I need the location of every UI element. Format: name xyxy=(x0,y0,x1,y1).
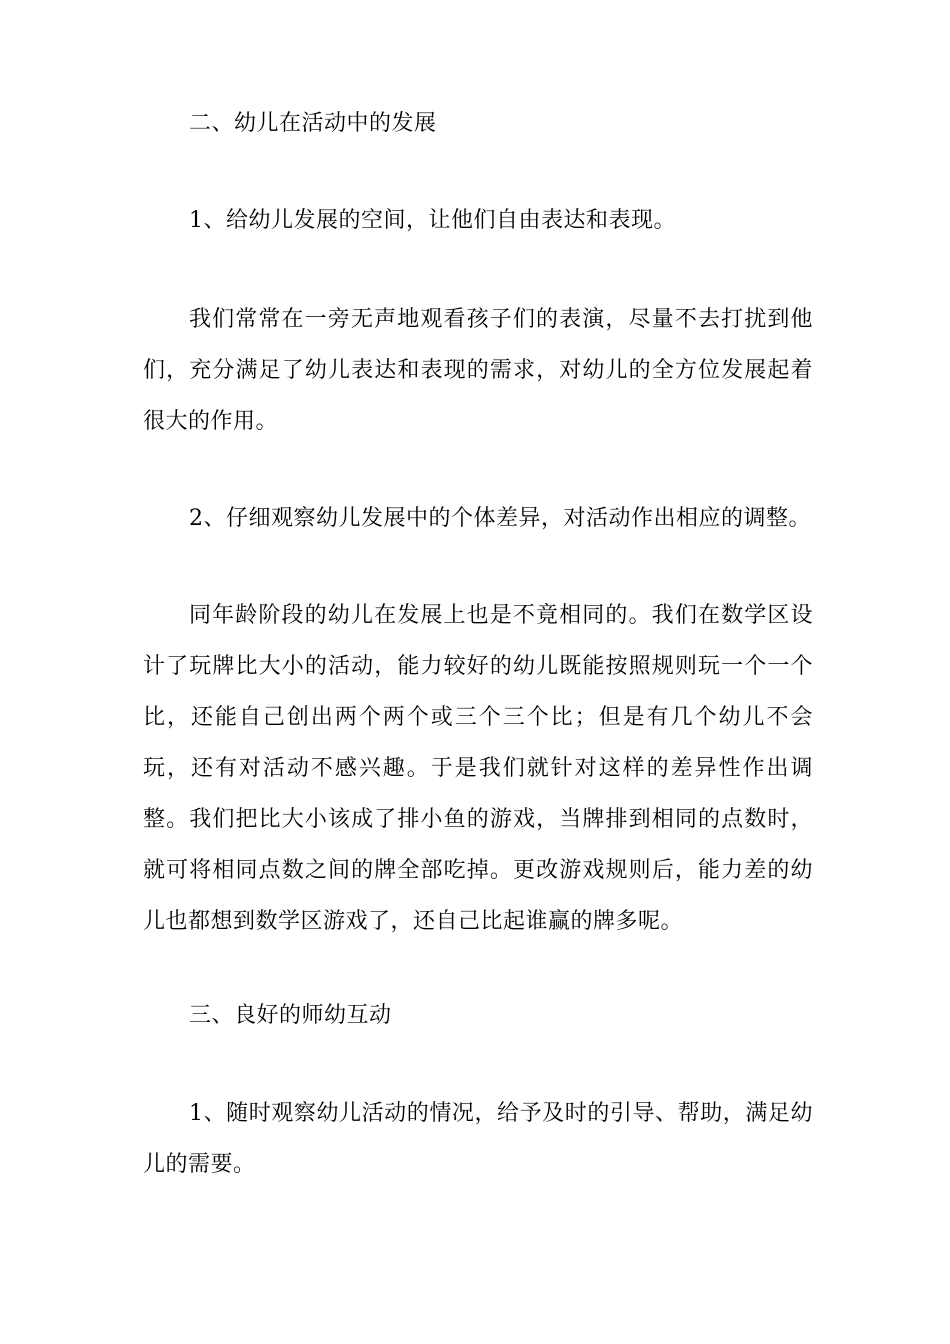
body-paragraph: 同年龄阶段的幼儿在发展上也是不竟相同的。我们在数学区设计了玩牌比大小的活动，能力较好的幼儿既能按照规则玩一个一个比，还能自己创出两个两个或三个三个比；但是有几个幼儿不会玩，还有对活动不感兴趣。于是我们就针对这样的差异性作出调整。我们把比大小该成了排小鱼的游戏，当牌排到相同的点数时，就可将相同点数之间的牌全部吃掉。更改游戏规则后，能力差的幼儿也都想到数学区游戏了，还自己比起谁赢的牌多呢。 xyxy=(143,603,813,934)
subpoint-heading: 1、给幼儿发展的空间，让他们自由表达和表现。 xyxy=(189,208,676,233)
section-heading: 二、幼儿在活动中的发展 xyxy=(189,111,437,136)
section-heading: 三、良好的师幼互动 xyxy=(189,1003,392,1028)
subpoint-heading: 2、仔细观察幼儿发展中的个体差异，对活动作出相应的调整。 xyxy=(189,506,811,531)
body-paragraph: 我们常常在一旁无声地观看孩子们的表演，尽量不去打扰到他们，充分满足了幼儿表达和表现的需求，对幼儿的全方位发展起着很大的作用。 xyxy=(143,307,813,434)
subpoint-heading: 1、随时观察幼儿活动的情况，给予及时的引导、帮助，满足幼儿的需要。 xyxy=(143,1101,813,1177)
